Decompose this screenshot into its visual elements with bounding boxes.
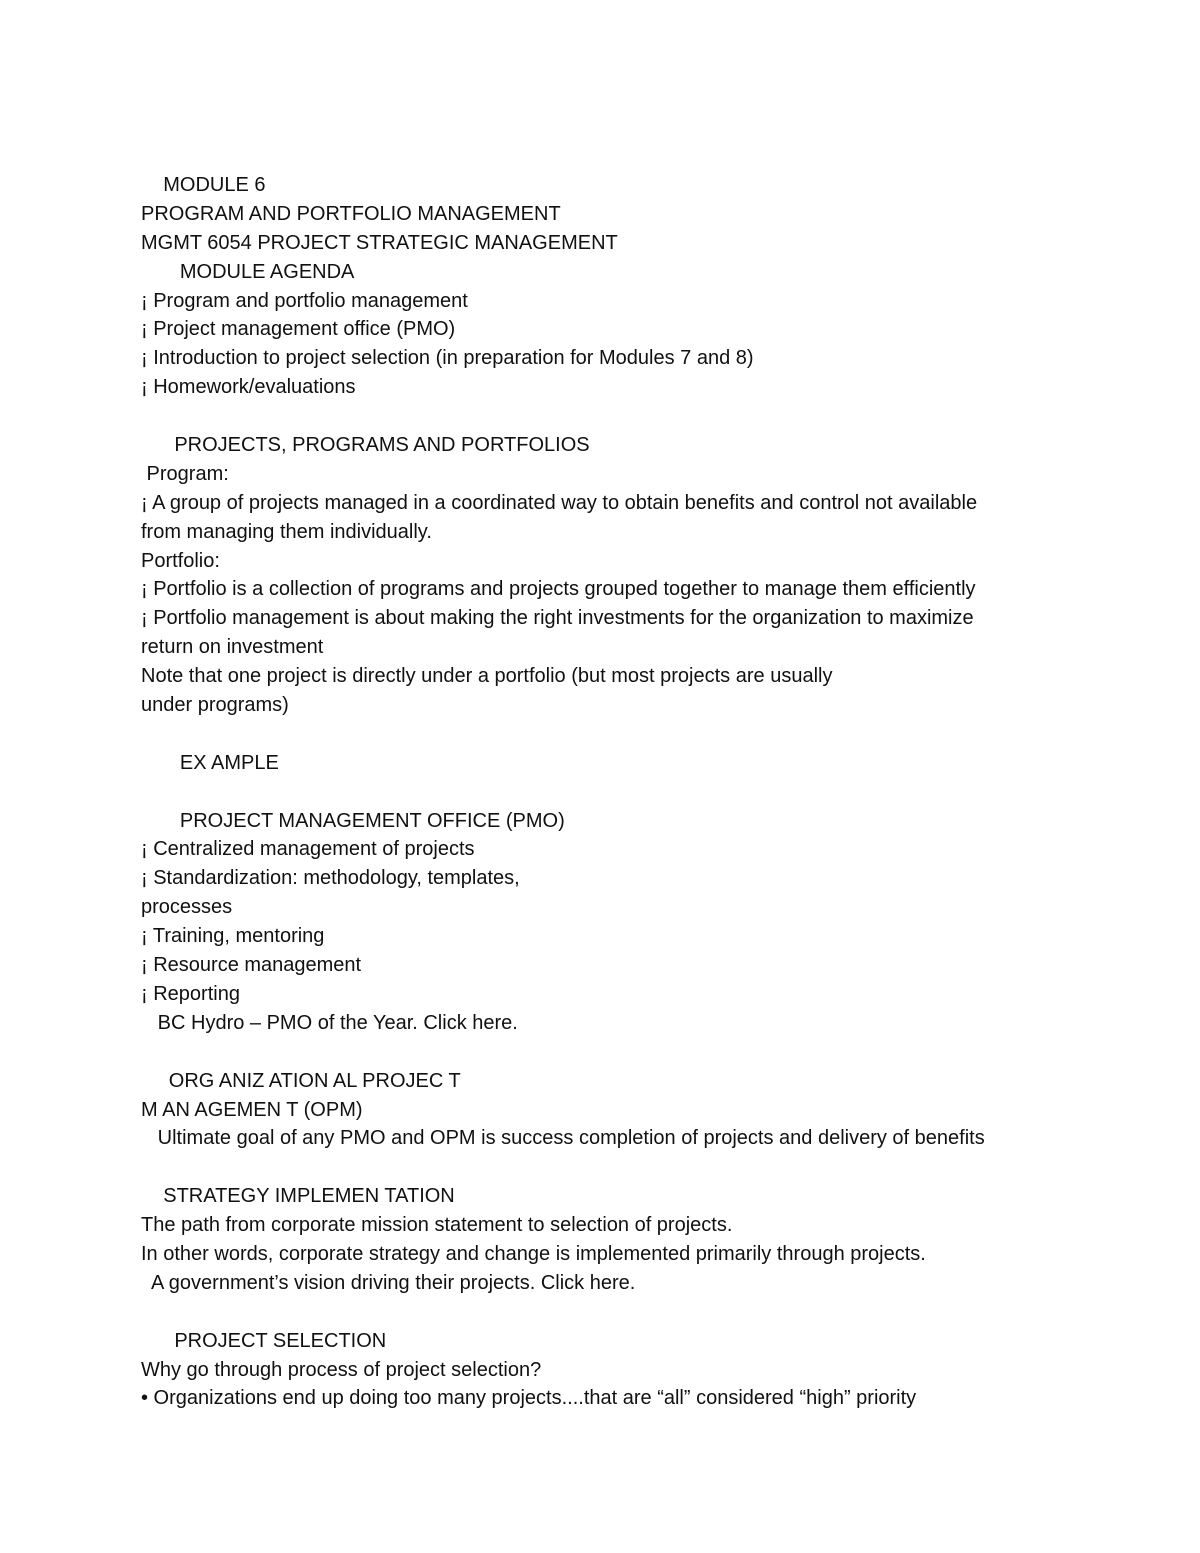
module-title: PROGRAM AND PORTFOLIO MANAGEMENT — [141, 202, 561, 225]
section-heading-pmo: PROJECT MANAGEMENT OFFICE (PMO) — [141, 809, 565, 832]
section-heading-portfolios: PROJECTS, PROGRAMS AND PORTFOLIOS — [141, 434, 590, 457]
blank-line — [141, 1298, 1081, 1327]
blank-line — [141, 1038, 1081, 1067]
blank-line — [141, 720, 1081, 749]
section-heading-opm: ORG ANIZ ATION AL PROJEC T — [141, 1069, 461, 1092]
text-line: Why go through process of project selection? — [141, 1358, 542, 1381]
section-heading-agenda: MODULE AGENDA — [141, 260, 355, 283]
blank-line — [141, 778, 1081, 807]
text-line: • Organizations end up doing too many projects....that are “all” considered “high” priority — [141, 1387, 917, 1410]
text-line: The path from corporate mission statement to selection of projects. — [141, 1214, 733, 1237]
text-line: Ultimate goal of any PMO and OPM is success completion of projects and delivery of benefits — [141, 1127, 985, 1150]
blank-line — [141, 402, 1081, 431]
text-line: from managing them individually. — [141, 520, 432, 543]
text-line: Program: — [141, 462, 229, 485]
section-heading-selection: PROJECT SELECTION — [141, 1329, 387, 1352]
section-heading-opm-cont: M AN AGEMEN T (OPM) — [141, 1098, 363, 1121]
agenda-item: ¡ Project management office (PMO) — [141, 318, 456, 341]
text-line: processes — [141, 896, 233, 919]
text-line: BC Hydro – PMO of the Year. Click here. — [141, 1011, 518, 1034]
pmo-item: ¡ Standardization: methodology, templates, — [141, 867, 520, 890]
text-line: Portfolio: — [141, 549, 220, 572]
text-line: Note that one project is directly under a portfolio (but most projects are usually — [141, 665, 833, 688]
course-title: MGMT 6054 PROJECT STRATEGIC MANAGEMENT — [141, 231, 618, 254]
pmo-item: ¡ Reporting — [141, 982, 240, 1005]
section-heading-example: EX AMPLE — [141, 751, 279, 774]
agenda-item: ¡ Homework/evaluations — [141, 376, 356, 399]
pmo-item: ¡ Training, mentoring — [141, 925, 325, 948]
module-number: MODULE 6 — [141, 174, 266, 196]
pmo-item: ¡ Resource management — [141, 954, 362, 977]
text-line: In other words, corporate strategy and change is implemented primarily through projects. — [141, 1242, 926, 1265]
agenda-item: ¡ Introduction to project selection (in preparation for Modules 7 and 8) — [141, 347, 754, 370]
text-line: under programs) — [141, 694, 289, 717]
text-line: return on investment — [141, 636, 324, 659]
text-line: ¡ A group of projects managed in a coordinated way to obtain benefits and control not available — [141, 491, 978, 514]
text-line: A government’s vision driving their projects. Click here. — [141, 1271, 636, 1294]
document-body — [141, 171, 1081, 1413]
section-heading-strategy: STRATEGY IMPLEMEN TATION — [141, 1185, 455, 1208]
pmo-item: ¡ Centralized management of projects — [141, 838, 475, 861]
agenda-item: ¡ Program and portfolio management — [141, 289, 468, 312]
text-line: ¡ Portfolio is a collection of programs and projects grouped together to manage them efficiently — [141, 578, 976, 601]
blank-line — [141, 1153, 1081, 1182]
text-line: ¡ Portfolio management is about making the right investments for the organization to maximize — [141, 607, 974, 630]
